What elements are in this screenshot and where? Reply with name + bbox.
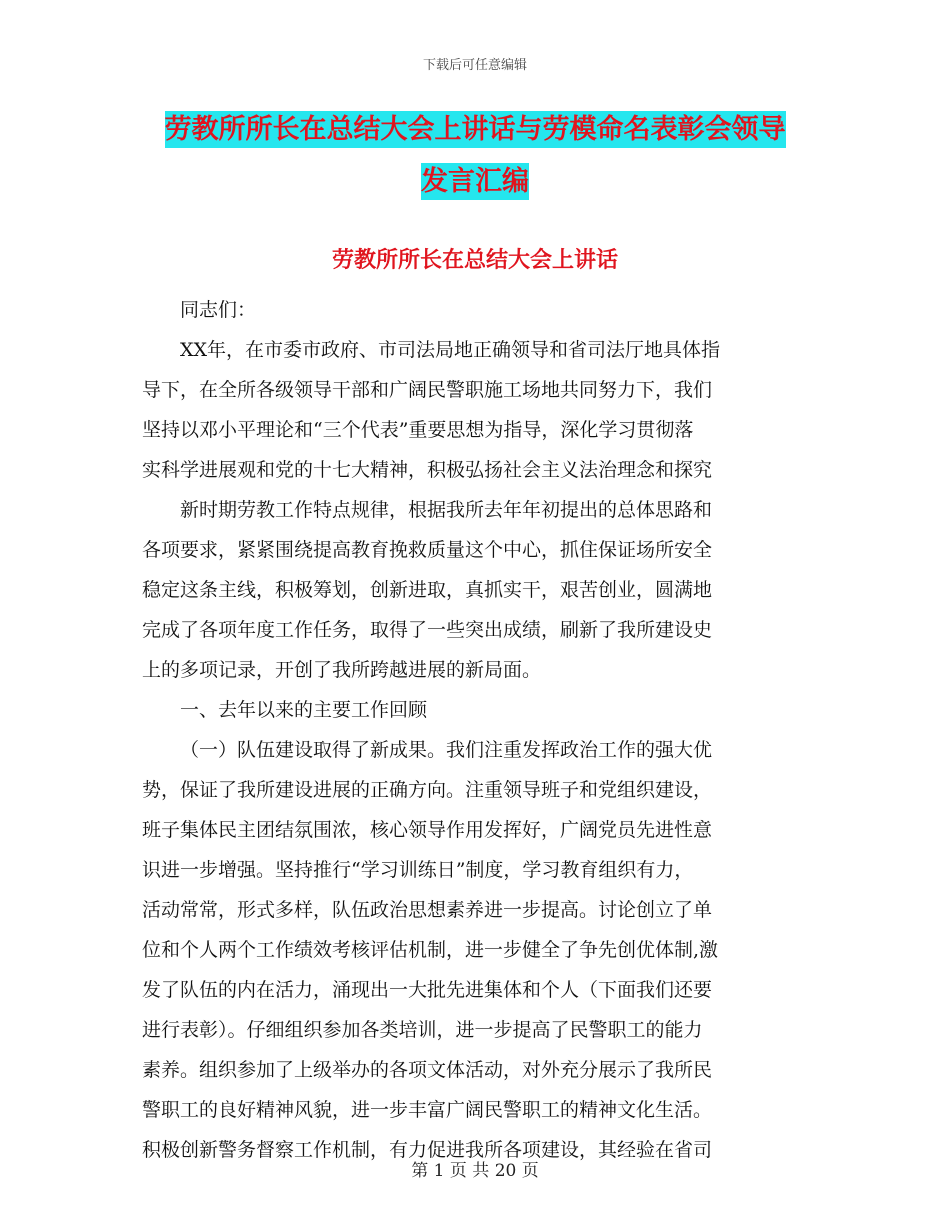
page-footer: 第 1 页 共 20 页 — [411, 1161, 539, 1181]
paragraph-line: 稳定这条主线，积极筹划，创新进取，真抓实干，艰苦创业，圆满地 — [142, 579, 713, 601]
body-text — [142, 290, 804, 1170]
paragraph-line: 一、去年以来的主要工作回顾 — [180, 699, 428, 721]
paragraph-line: 实科学进展观和党的十七大精神，积极弘扬社会主义法治理念和探究 — [142, 459, 713, 481]
paragraph-line: 势，保证了我所建设进展的正确方向。注重领导班子和党组织建设， — [142, 779, 713, 801]
paragraph-line: 班子集体民主团结氛围浓，核心领导作用发挥好，广阔党员先进性意 — [142, 819, 713, 841]
title-line-2: 发言汇编 — [421, 163, 529, 200]
document-title — [140, 104, 810, 208]
paragraph-line: 识进一步增强。坚持推行“学习训练日”制度，学习教育组织有力， — [142, 859, 694, 881]
paragraph-line: 进行表彰）。仔细组织参加各类培训，进一步提高了民警职工的能力 — [142, 1019, 703, 1041]
paragraph-line: 完成了各项年度工作任务，取得了一些突出成绩，刷新了我所建设史 — [142, 619, 713, 641]
paragraph — [142, 730, 804, 1170]
paragraph-line: 同志们： — [180, 299, 257, 321]
paragraph-line: 活动常常，形式多样，队伍政治思想素养进一步提高。讨论创立了单 — [142, 899, 713, 921]
paragraph — [142, 330, 804, 490]
paragraph — [142, 690, 804, 730]
paragraph-line: 导下，在全所各级领导干部和广阔民警职施工场地共同努力下，我们 — [142, 379, 713, 401]
paragraph-line: 发了队伍的内在活力，涌现出一大批先进集体和个人（下面我们还要 — [142, 979, 713, 1001]
paragraph-line: 积极创新警务督察工作机制，有力促进我所各项建设，其经验在省司 — [142, 1139, 713, 1161]
section-title: 劳教所所长在总结大会上讲话 — [331, 248, 618, 273]
paragraph-line: XX年，在市委市政府、市司法局地正确领导和省司法厅地具体指 — [180, 339, 721, 361]
paragraph — [142, 490, 804, 690]
paragraph-line: （一）队伍建设取得了新成果。我们注重发挥政治工作的强大优 — [180, 739, 713, 761]
header-note: 下载后可任意编辑 — [422, 58, 527, 73]
paragraph-line: 警职工的良好精神风貌，进一步丰富广阔民警职工的精神文化生活。 — [142, 1099, 713, 1121]
title-line-1: 劳教所所长在总结大会上讲话与劳模命名表彰会领导 — [165, 111, 786, 148]
paragraph-line: 位和个人两个工作绩效考核评估机制，进一步健全了争先创优体制,激 — [142, 939, 719, 961]
paragraph-line: 新时期劳教工作特点规律，根据我所去年年初提出的总体思路和 — [180, 499, 713, 521]
paragraph-line: 素养。组织参加了上级举办的各项文体活动，对外充分展示了我所民 — [142, 1059, 713, 1081]
paragraph — [142, 290, 804, 330]
paragraph-line: 上的多项记录，开创了我所跨越进展的新局面。 — [142, 659, 542, 681]
paragraph-line: 坚持以邓小平理论和“三个代表”重要思想为指导，深化学习贯彻落 — [142, 419, 694, 441]
paragraph-line: 各项要求，紧紧围绕提高教育挽救质量这个中心，抓住保证场所安全 — [142, 539, 713, 561]
